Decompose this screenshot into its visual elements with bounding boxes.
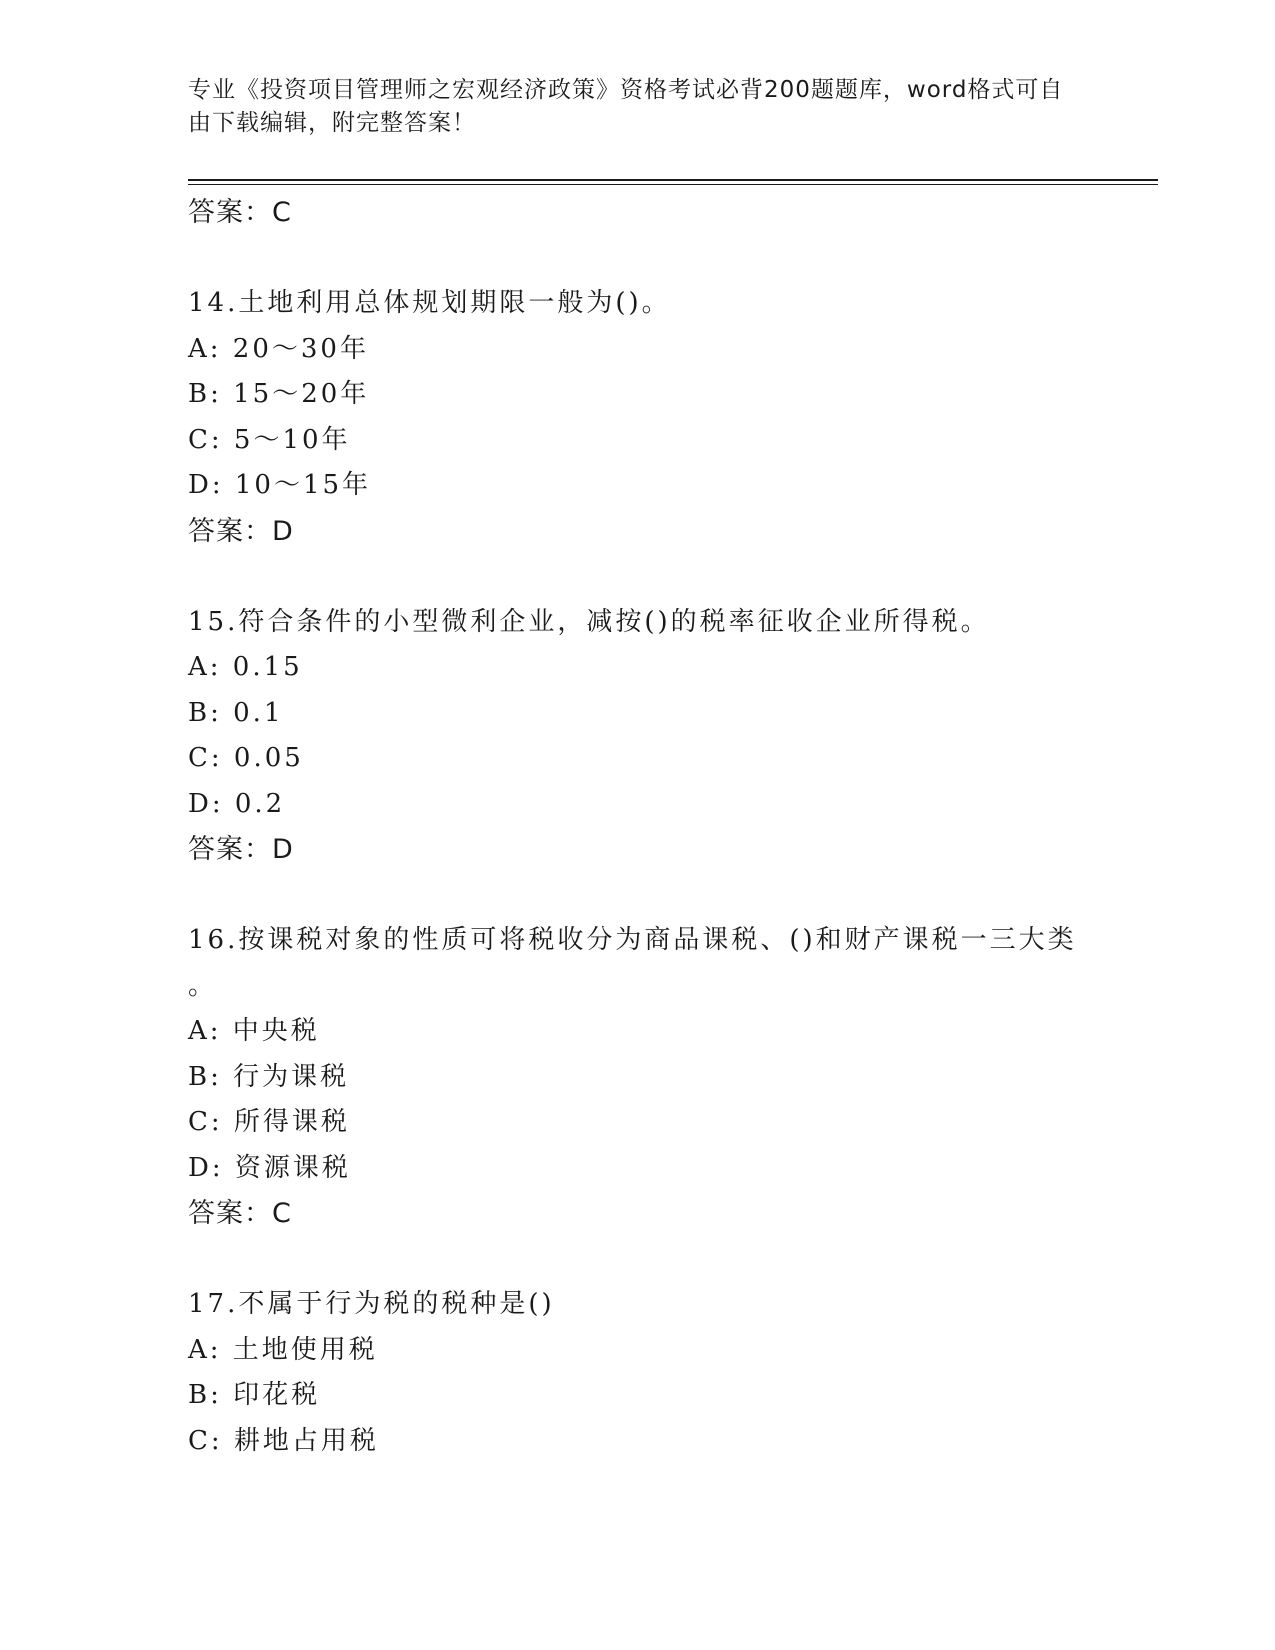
spacer (188, 1237, 1088, 1283)
header-rule-thin (188, 184, 1158, 185)
question-text: 16.按课税对象的性质可将税收分为商品课税、()和财产课税一三大类 (188, 925, 1077, 955)
option-b: B: 印花税 (188, 1380, 321, 1410)
option-b: B: 行为课税 (188, 1061, 350, 1092)
answer-line: 答案：C (188, 197, 292, 228)
option-c: C: 5～10年 (188, 424, 351, 455)
question-text-continued: 。 (188, 970, 218, 1001)
question-text: 15.符合条件的小型微利企业，减按()的税率征收企业所得税。 (188, 606, 990, 637)
question-list (188, 190, 1088, 1464)
spacer (188, 873, 1088, 919)
option-d: D: 10～15年 (188, 470, 372, 500)
option-d: D: 资源课税 (188, 1152, 351, 1183)
header-rule-thick (188, 179, 1158, 181)
option-c: C: 0.05 (188, 743, 304, 773)
option-d: D: 0.2 (188, 788, 286, 819)
option-c: C: 耕地占用税 (188, 1425, 379, 1456)
answer-line: 答案：D (188, 834, 294, 865)
answer-line: 答案：D (188, 515, 294, 547)
option-b: B: 0.1 (188, 697, 284, 728)
option-a: A: 20～30年 (188, 333, 369, 364)
option-a: A: 中央税 (188, 1016, 320, 1046)
question-text: 14.土地利用总体规划期限一般为()。 (188, 288, 671, 318)
document-header: 专业《投资项目管理师之宏观经济政策》资格考试必背200题题库，word格式可自由下载编辑，附完整答案！ (188, 77, 1064, 136)
answer-line: 答案：C (188, 1198, 292, 1229)
option-a: A: 0.15 (188, 652, 303, 682)
option-c: C: 所得课税 (188, 1107, 350, 1137)
option-b: B: 15～20年 (188, 379, 370, 409)
spacer (188, 554, 1088, 600)
question-text: 17.不属于行为税的税种是() (188, 1289, 555, 1319)
option-a: A: 土地使用税 (188, 1334, 378, 1365)
spacer (188, 236, 1088, 282)
